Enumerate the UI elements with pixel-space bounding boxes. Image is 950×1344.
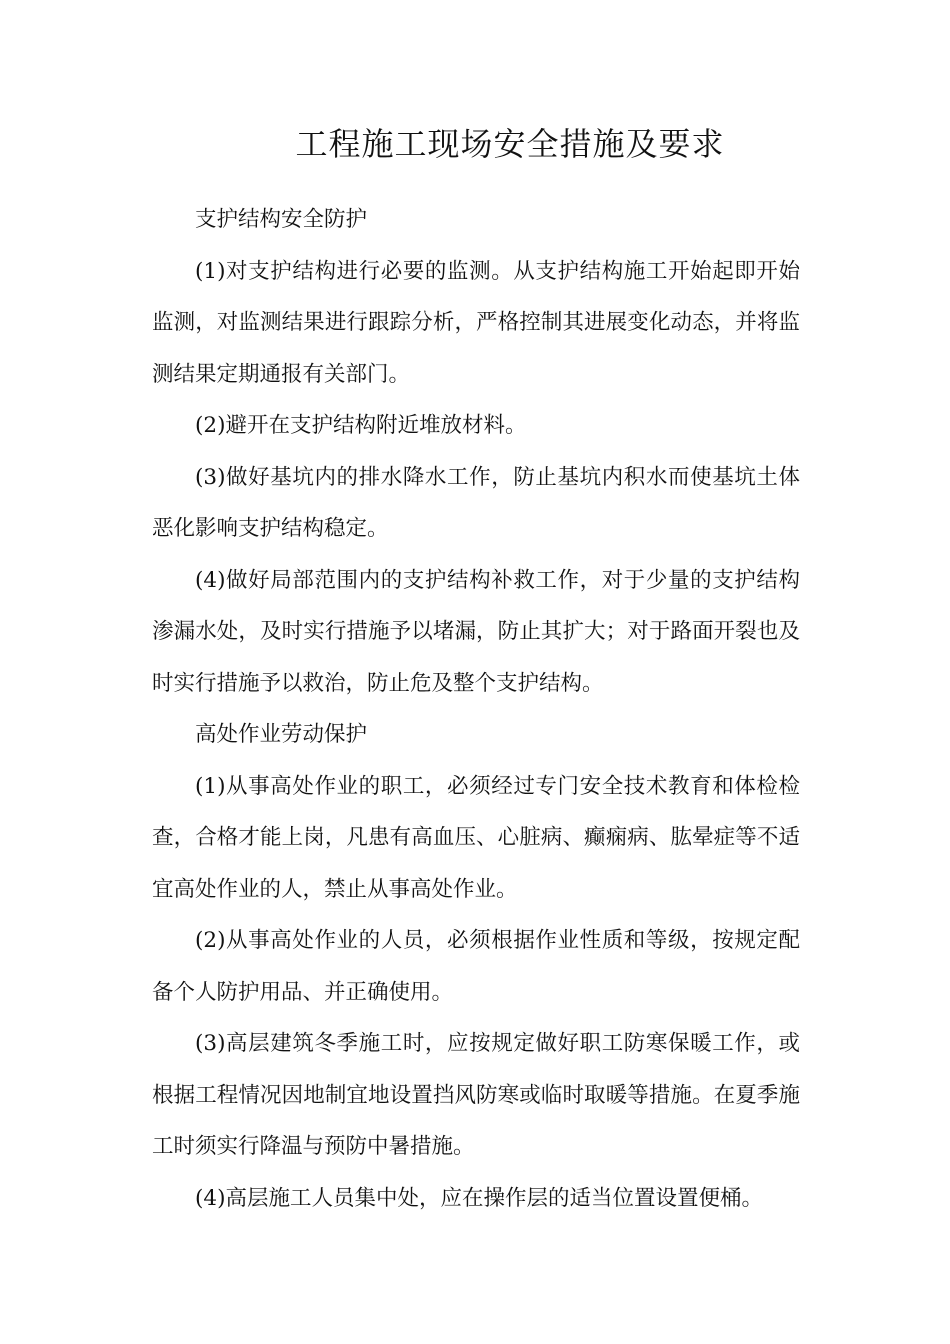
document-title: 工程施工现场安全措施及要求 (295, 125, 725, 163)
section-heading-support-structure: 支护结构安全防护 (195, 207, 368, 232)
paragraph: (2)从事高处作业的人员，必须根据作业性质和等级，按规定配备个人防护用品、并正确使用。 (152, 928, 800, 1005)
paragraph: (3)做好基坑内的排水降水工作，防止基坑内积水而使基坑土体恶化影响支护结构稳定。 (152, 464, 800, 541)
paragraph: (4)高层施工人员集中处，应在操作层的适当位置设置便桶。 (195, 1185, 763, 1211)
paragraph: (2)避开在支护结构附近堆放材料。 (195, 413, 527, 438)
paragraph: (1)从事高处作业的职工，必须经过专门安全技术教育和体检检查，合格才能上岗，凡患有高血压、心脏病、癫痫病、肱晕症等不适宜高处作业的人，禁止从事高处作业。 (152, 773, 800, 902)
paragraph: (3)高层建筑冬季施工时，应按规定做好职工防寒保暖工作，或根据工程情况因地制宜地设置挡风防寒或临时取暖等措施。在夏季施工时须实行降温与预防中暑措施。 (152, 1031, 800, 1159)
paragraph: (4)做好局部范围内的支护结构补救工作，对于少量的支护结构渗漏水处，及时实行措施予以堵漏，防止其扩大；对于路面开裂也及时实行措施予以救治，防止危及整个支护结构。 (152, 567, 800, 696)
section-heading-high-altitude-work: 高处作业劳动保护 (195, 722, 368, 747)
paragraph: (1)对支护结构进行必要的监测。从支护结构施工开始起即开始监测，对监测结果进行跟踪分析，严格控制其进展变化动态，并将监测结果定期通报有关部门。 (152, 258, 800, 387)
document-body (152, 194, 800, 1224)
